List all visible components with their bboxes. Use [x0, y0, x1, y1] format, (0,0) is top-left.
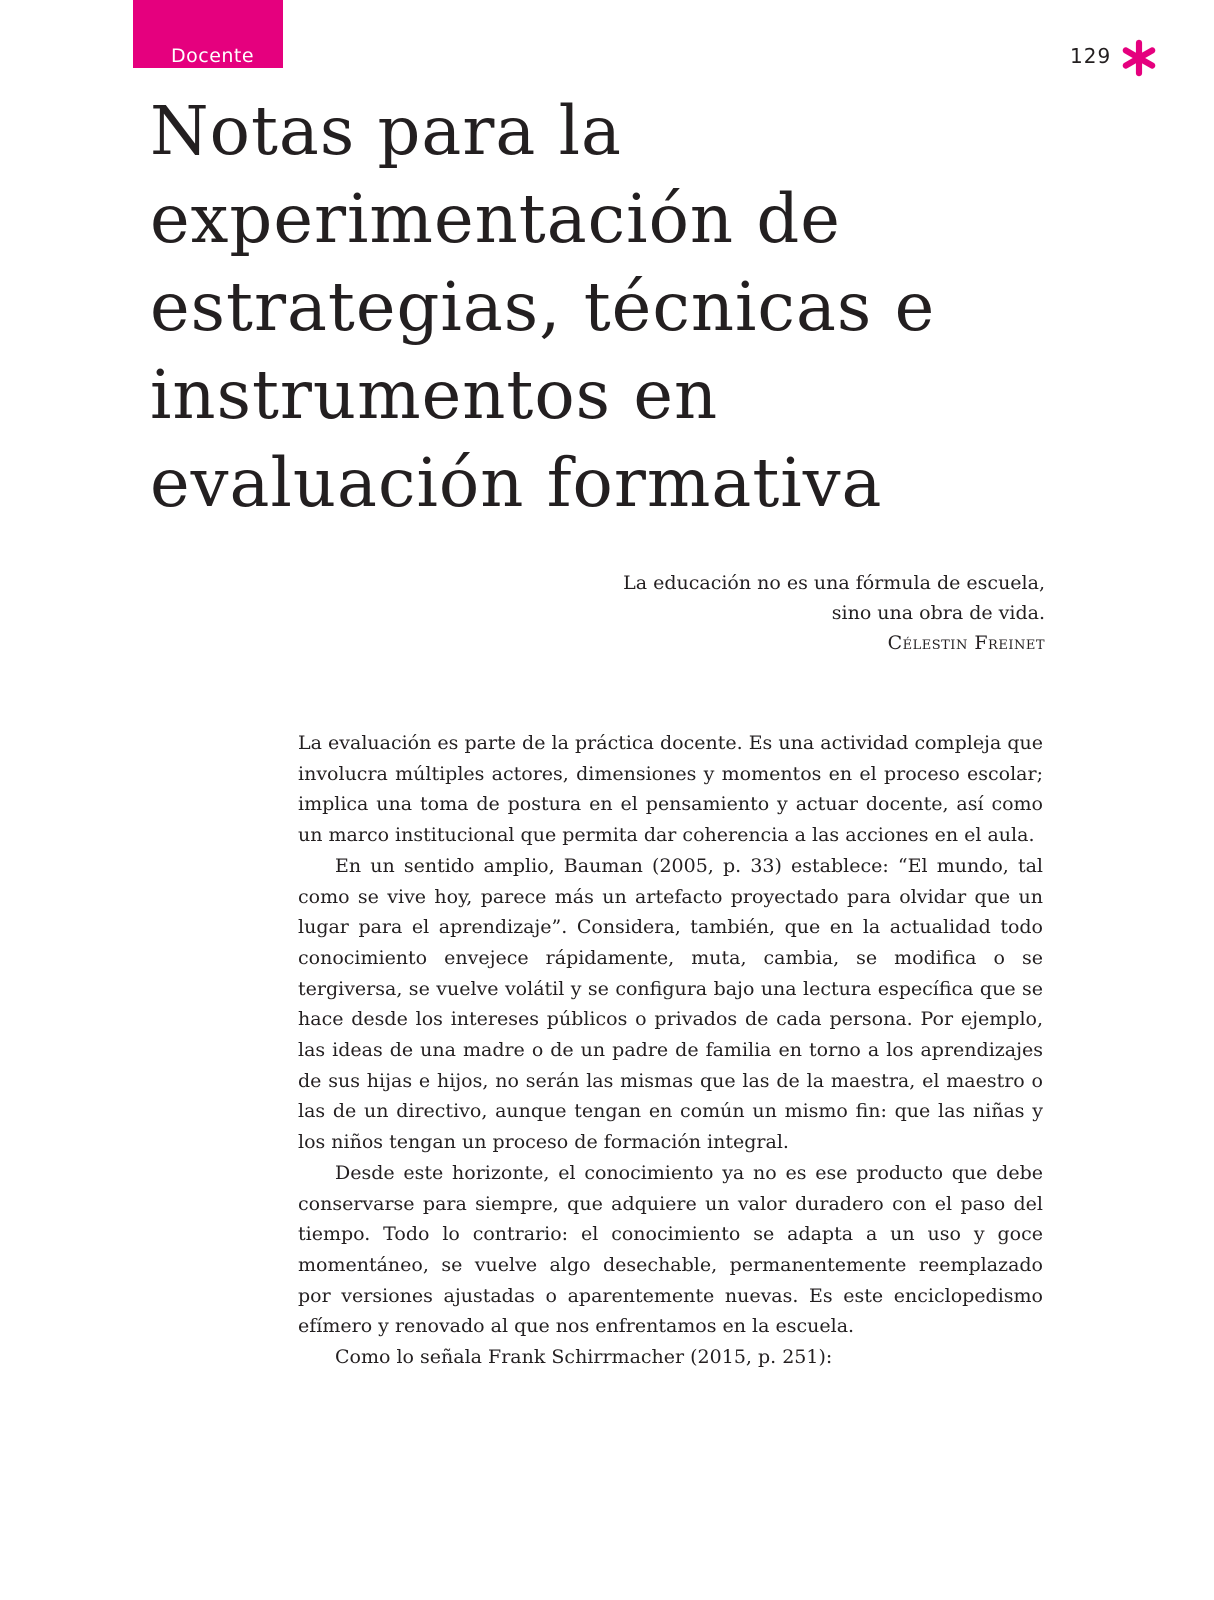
asterisk-icon	[1120, 39, 1158, 77]
epigraph-author: Célestin Freinet	[887, 632, 1045, 654]
title-line: experimentación de	[150, 180, 841, 258]
epigraph	[623, 568, 1045, 658]
paragraph: En un sentido amplio, Bauman (2005, p. 33) establece: “El mundo, tal como se vive hoy, parece más un artefacto proyectado para olvidar que un lugar para el aprendizaje”. Considera, también, que en la actualidad todo conocimiento envejece rápidamente, muta, cambia, se modifica o se tergiversa, se vuelve volátil y se configura bajo una lectura específica que se hace desde los intereses públicos o privados de cada persona. Por ejemplo, las ideas de una madre o de un padre de familia en torno a los aprendizajes de sus hijas e hijos, no serán las mismas que las de la maestra, el maestro o las de un directivo, aunque tengan en común un mismo fin: que las niñas y los niños tengan un proceso de formación integral.	[298, 854, 1043, 1154]
epigraph-line: La educación no es una fórmula de escuela,	[623, 572, 1045, 594]
title-line: estrategias, técnicas e	[150, 268, 936, 346]
title-line: instrumentos en	[150, 356, 719, 434]
title-line: Notas para la	[150, 92, 622, 170]
paragraph: La evaluación es parte de la práctica docente. Es una actividad compleja que involucra múltiples actores, dimensiones y momentos en el proceso escolar; implica una toma de postura en el pensamiento y actuar docente, así como un marco institucional que permita dar coherencia a las acciones en el aula.	[298, 732, 1043, 847]
page-number: 129	[1070, 44, 1112, 68]
paragraph: Desde este horizonte, el conocimiento ya no es ese producto que debe conservarse para siempre, que adquiere un valor duradero con el paso del tiempo. Todo lo contrario: el conocimiento se adapta a un uso y goce momentáneo, se vuelve algo desechable, permanentemente reemplazado por versiones ajustadas o aparentemente nuevas. Es este enciclopedismo efímero y renovado al que nos enfrentamos en la escuela.	[298, 1161, 1043, 1338]
page-title	[150, 87, 1150, 527]
epigraph-line: sino una obra de vida.	[831, 602, 1045, 624]
paragraph: Como lo señala Frank Schirrmacher (2015, p. 251):	[335, 1346, 833, 1369]
section-label: Docente	[171, 45, 255, 67]
section-tab	[133, 0, 283, 68]
title-line: evaluación formativa	[150, 444, 883, 522]
article-body	[298, 728, 1043, 1373]
